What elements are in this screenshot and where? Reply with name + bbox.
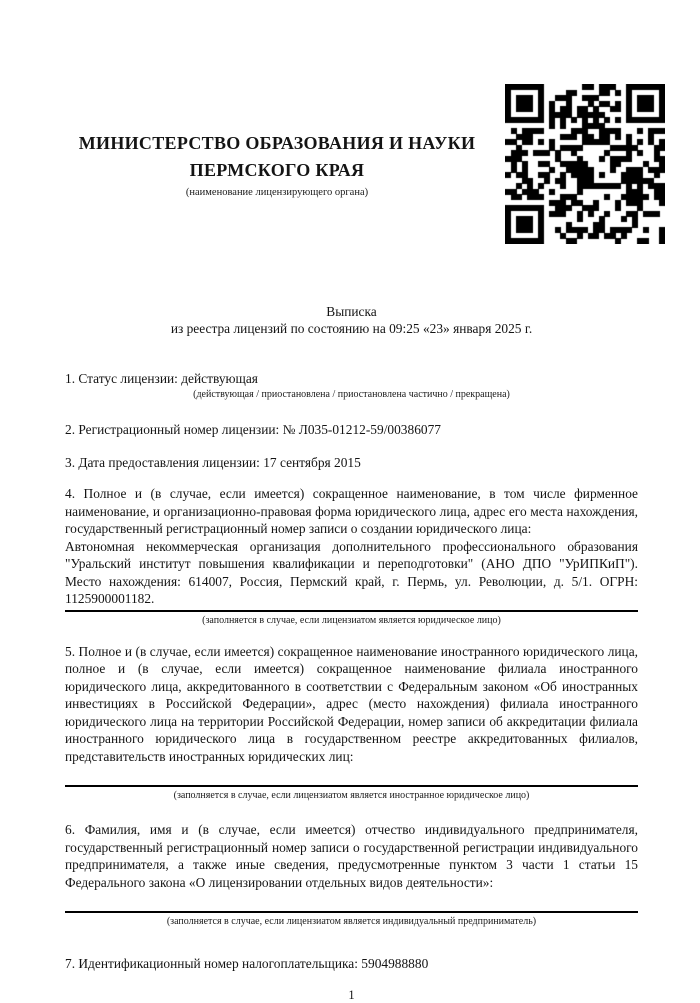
license-status: 1. Статус лицензии: действующая [65,371,258,386]
document-title-line1: Выписка [326,304,377,319]
individual-entrepreneur-question: 6. Фамилия, имя и (в случае, если имеется) отчество индивидуального предпринимателя, государственный регистрационный номер записи о государственной регистрации индивидуального предпринимателя, а также иные сведения, предусмотренные пунктом 3 части 1 статьи 15 Федерального закона «О лицензировании отдельных видов деятельности»: [65,822,638,890]
ministry-name-line2: ПЕРМСКОГО КРАЯ [189,160,365,180]
taxpayer-inn: 7. Идентификационный номер налогоплательщика: 5904988880 [65,956,429,971]
qr-code-icon [505,84,665,244]
legal-entity-divider [65,610,638,612]
legal-entity-question: 4. Полное и (в случае, если имеется) сокращенное наименование, в том числе фирменное наименование, и организационно-правовая форма юридического лица, адрес его места нахождения, государственный регистрационный номер записи о создании юридического лица: [65,486,638,536]
legal-entity-answer: Автономная некоммерческая организация дополнительного профессионального образования "Уральский институт повышения квалификации и переподготовки" (АНО ДПО "УрИПКиП"). Место нахождения: 614007, Россия, Пермский край, г. Пермь, ул. Революции, д. 5/1. ОГРН: 1125900001182. [65,538,638,606]
individual-entrepreneur-divider [65,911,638,913]
foreign-entity-divider [65,785,638,787]
document-title [65,303,638,337]
ministry-name-line1: МИНИСТЕРСТВО ОБРАЗОВАНИЯ И НАУКИ [78,133,476,153]
foreign-entity-question: 5. Полное и (в случае, если имеется) сокращенное наименование иностранного юридического лица, полное и (в случае, если имеется) сокращенное наименование филиала иностранного юридического лица, аккредитованного в соответствии с Федеральным законом «Об иностранных инвестициях в Российской Федерации», адрес (место нахождения) филиала иностранного юридического лица на территории Российской Федерации, номер записи об аккредитации филиала иностранного юридического лица в государственном реестре аккредитованных филиалов, представительств иностранных юридических лиц: [65,643,638,764]
individual-entrepreneur-caption: (заполняется в случае, если лицензиатом является индивидуальный предприниматель) [166,916,537,927]
legal-entity-caption: (заполняется в случае, если лицензиатом является юридическое лицо) [202,614,501,626]
foreign-entity-caption: (заполняется в случае, если лицензиатом является иностранное юридическое лицо) [173,790,530,801]
ministry-name-caption: (наименование лицензирующего органа) [185,187,369,198]
license-grant-date: 3. Дата предоставления лицензии: 17 сентября 2015 [65,455,361,470]
page-number: 1 [348,988,355,1002]
licensing-authority-header [62,130,492,198]
document-title-line2: из реестра лицензий по состоянию на 09:25 «23» января 2025 г. [170,321,533,336]
document-body [65,303,638,1003]
license-status-caption: (действующая / приостановлена / приостановлена частично / прекращена) [193,389,510,400]
license-registration-number: 2. Регистрационный номер лицензии: № Л035-01212-59/00386077 [65,422,441,437]
